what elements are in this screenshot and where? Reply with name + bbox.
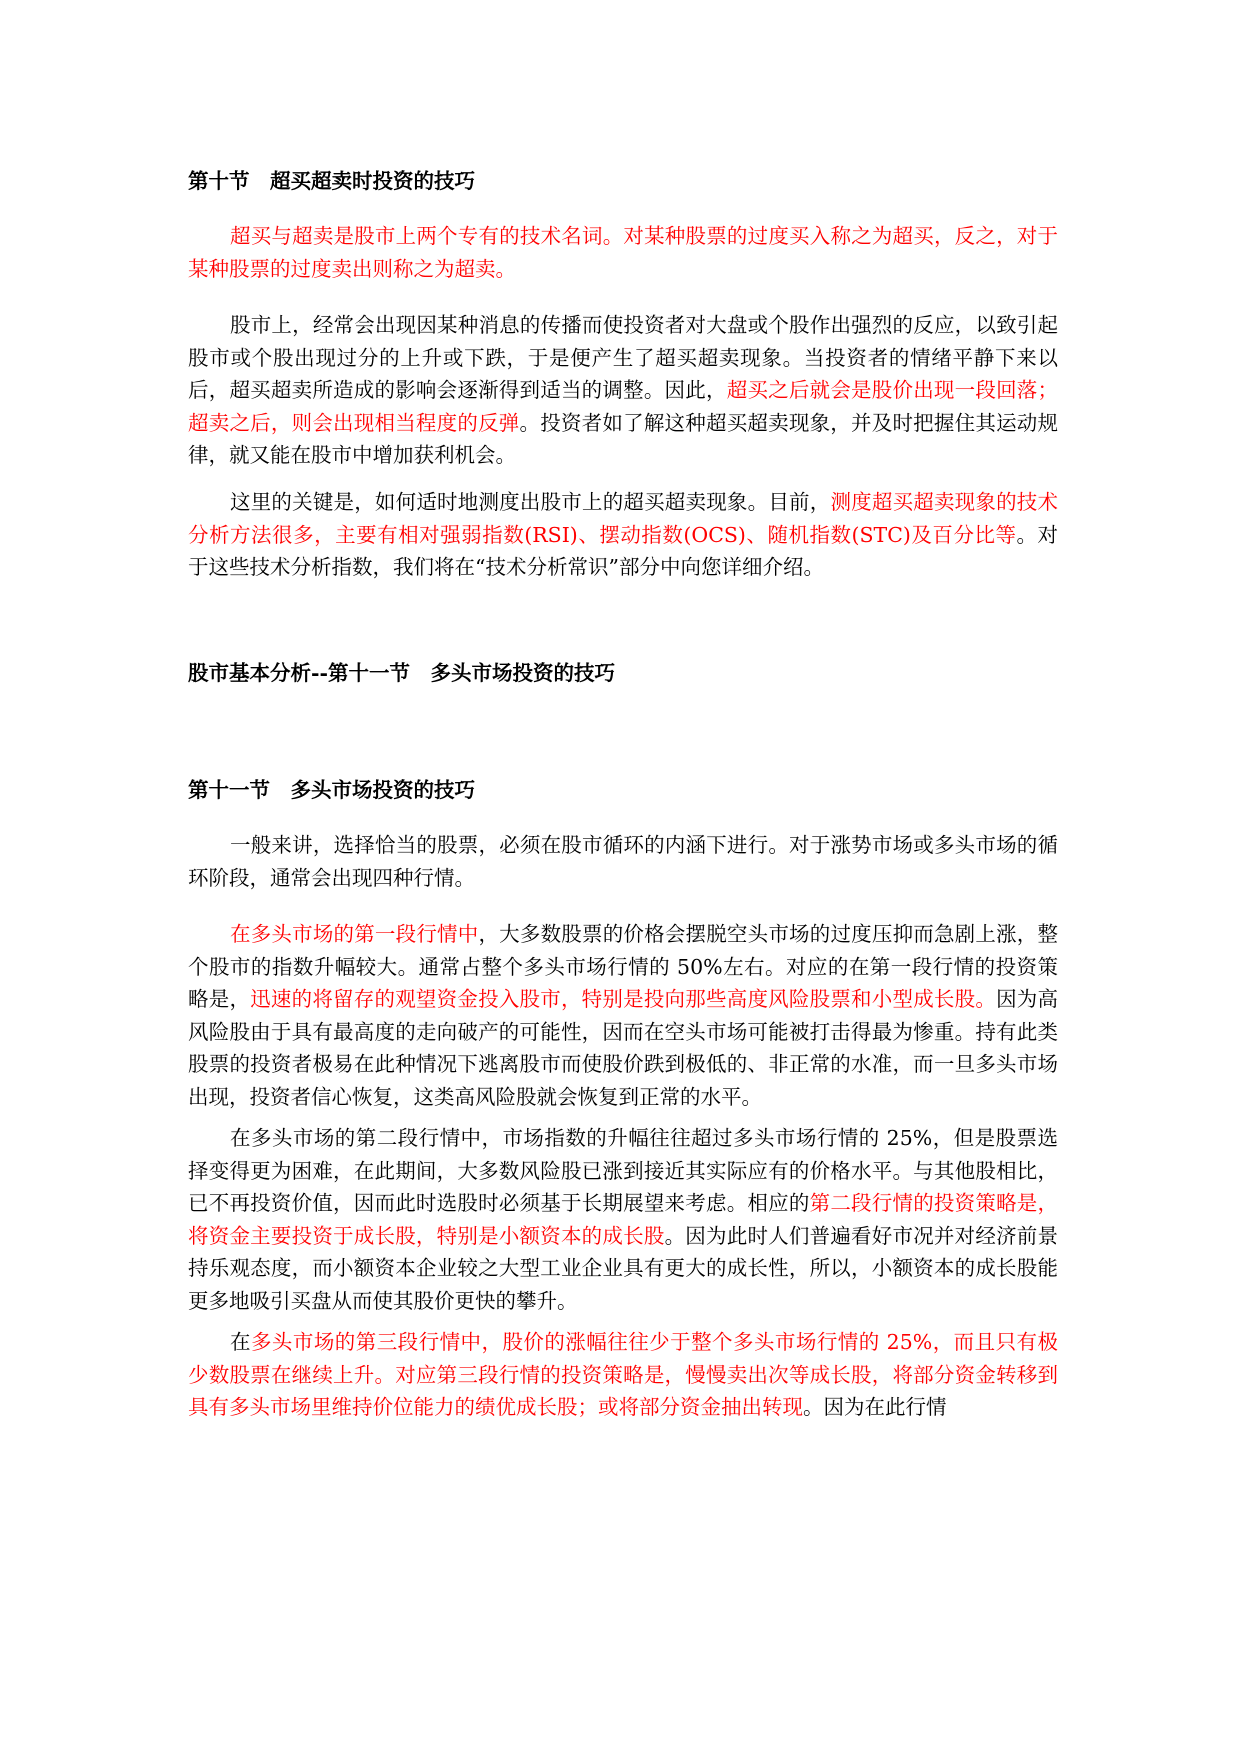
body-text: 因为高风险股由于具有最高度的走向破产的可能性，因而在空头市场可能被打击得最为惨重。持有此类股票的投资者极易在此种情况下逃离股市而使股价跌到极低的、非正常的水准，而一旦多头市场出现，投资者信心恢复，这类高风险股就会恢复到正常的水平。	[188, 987, 1059, 1109]
body-text: 。因为在此行情	[803, 1395, 947, 1419]
section-11-title: 第十一节 多头市场投资的技巧	[188, 778, 475, 802]
body-text: 在多头市场的第二段行情中，市场指数的升幅往往超过多头市场行情的 25%，但是股票选择变得更为困难，在此期间，大多数风险股已涨到接近其实际应有的价格水平。与其他股相比，已不再投资价值，因而此时选股时必须基于长期展望来考虑。相应的	[188, 1126, 1058, 1215]
highlight-text: 超买与超卖是股市上两个专有的技术名词。对某种股票的过度买入称之为超买，反之，对于某种股票的过度卖出则称之为超卖。	[188, 224, 1058, 281]
highlight-text: 在多头市场的第一段行情中	[230, 922, 479, 946]
body-text: ，大多数股票的价格会摆脱空头市场的过度压抑而急剧上涨，整个股市的指数升幅较大。通常占整个多头市场行情的 50%左右。对应的在第一段行情的投资策略是，	[188, 922, 1059, 1011]
section-11-header: 股市基本分析--第十一节 多头市场投资的技巧	[188, 661, 616, 685]
body-text: 在	[230, 1330, 251, 1354]
paragraph-measurement-methods	[188, 486, 1058, 584]
highlight-text: 第二段行情的投资策略是，将资金主要投资于成长股，特别是小额资本的成长股	[188, 1191, 1059, 1248]
highlight-text: 测度超买超卖现象的技术分析方法很多，主要有相对强弱指数(RSI)、摆动指数(OCS)、随机指数(STC)及百分比等	[188, 490, 1059, 547]
paragraph-bull-market-intro	[188, 829, 1058, 894]
paragraph-overbought-phenomenon	[188, 309, 1058, 472]
highlight-text: 超买之后就会是股价出现一段回落；超卖之后，则会出现相当程度的反弹	[188, 378, 1059, 435]
paragraph-second-stage	[188, 1122, 1058, 1317]
highlight-text: 迅速的将留存的观望资金投入股市，特别是投向那些高度风险股票和小型成长股。	[250, 987, 997, 1011]
paragraph-third-stage	[188, 1326, 1058, 1424]
body-text: 。投资者如了解这种超买超卖现象，并及时把握住其运动规律，就又能在股市中增加获利机会。	[188, 410, 1059, 467]
body-text: 。因为此时人们普遍看好市况并对经济前景持乐观态度，而小额资本企业较之大型工业企业具有更大的成长性，所以，小额资本的成长股能更多地吸引买盘从而使其股价更快的攀升。	[188, 1223, 1059, 1313]
highlight-text: 多头市场的第三段行情中，股价的涨幅往往少于整个多头市场行情的 25%，而且只有极少数股票在继续上升。对应第三段行情的投资策略是，慢慢卖出次等成长股，将部分资金转移到具有多头市场里维持价位能力的绩优成长股；或将部分资金抽出转现	[188, 1330, 1058, 1419]
body-text: 一般来讲，选择恰当的股票，必须在股市循环的内涵下进行。对于涨势市场或多头市场的循环阶段，通常会出现四种行情。	[188, 833, 1058, 890]
body-text: 。对于这些技术分析指数，我们将在“技术分析常识”部分中向您详细介绍。	[188, 522, 1059, 579]
section-10-title: 第十节 超买超卖时投资的技巧	[188, 169, 475, 193]
body-text: 这里的关键是，如何适时地测度出股市上的超买超卖现象。目前，	[230, 490, 831, 514]
body-text: 股市上，经常会出现因某种消息的传播而使投资者对大盘或个股作出强烈的反应，以致引起股市或个股出现过分的上升或下跌，于是便产生了超买超卖现象。当投资者的情绪平静下来以后，超买超卖所造成的影响会逐渐得到适当的调整。因此，	[188, 313, 1058, 402]
paragraph-overbought-definition	[188, 220, 1058, 285]
paragraph-first-stage	[188, 918, 1058, 1113]
